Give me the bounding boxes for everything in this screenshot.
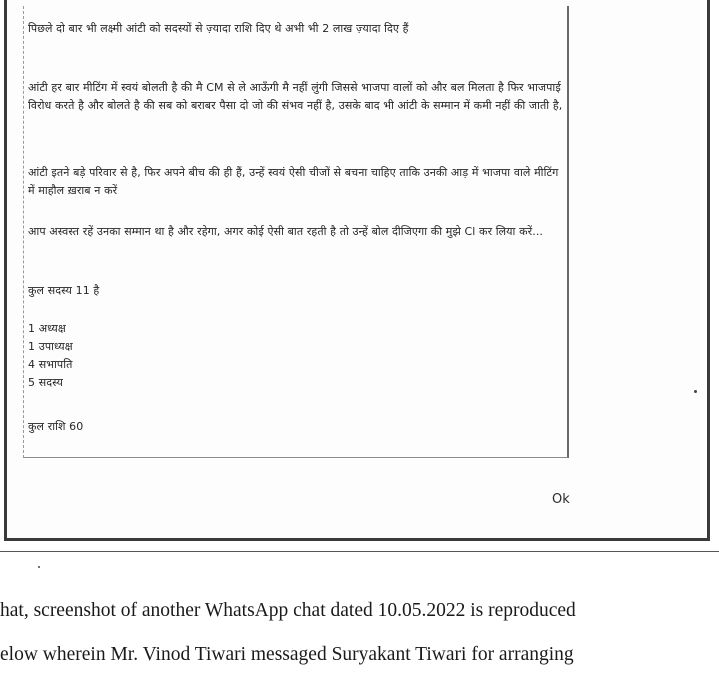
chat-paragraph-1: पिछले दो बार भी लक्ष्मी आंटी को सदस्यों से ज़्यादा राशि दिए थे अभी भी 2 लाख ज़्यादा दिए हैं (28, 22, 409, 35)
ok-label: Ok (552, 492, 570, 507)
body-text-line-1: hat, screenshot of another WhatsApp chat dated 10.05.2022 is reproduced (0, 600, 576, 621)
page-divider-line (0, 551, 719, 552)
total-members-line: कुल सदस्य 11 है (28, 284, 100, 297)
list-item: 4 सभापति (28, 358, 73, 371)
list-item: 5 सदस्य (28, 376, 64, 389)
scan-speck (38, 566, 40, 568)
members-list (28, 320, 568, 392)
total-amount-line: कुल राशि 60 (28, 420, 84, 433)
chat-paragraph-2: आंटी हर बार मीटिंग में स्वयं बोलती है की मै CM से ले आऊँगी मै नहीं लुंगी जिससे भाजपा वालों को और बल मिलता है फिर भाजपाई विरोध करते है और बोलते है की सब को बराबर पैसा दो जो की संभव नहीं है, उसके बाद भी आंटी के सम्मान में कमी नहीं की जाती है, (28, 81, 563, 112)
chat-paragraph-3: आंटी इतने बड़े परिवार से है, फिर अपने बीच की ही हैं, उन्हें स्वयं ऐसी चीजों से बचना चाहिए ताकि उनकी आड़ में भाजपा वाले मीटिंग में माहौल ख़राब न करें (28, 166, 559, 197)
chat-paragraph-4: आप अस्वस्त रहें उनका सम्मान था है और रहेगा, अगर कोई ऐसी बात रहती है तो उन्हें बोल दीजिएगा की मुझे Cl कर लिया करें... (28, 225, 544, 238)
list-item: 1 अध्यक्ष (28, 322, 66, 335)
scan-speck (694, 390, 697, 393)
list-item: 1 उपाध्यक्ष (28, 340, 73, 353)
body-text-line-2: elow wherein Mr. Vinod Tiwari messaged Suryakant Tiwari for arranging (0, 644, 574, 665)
